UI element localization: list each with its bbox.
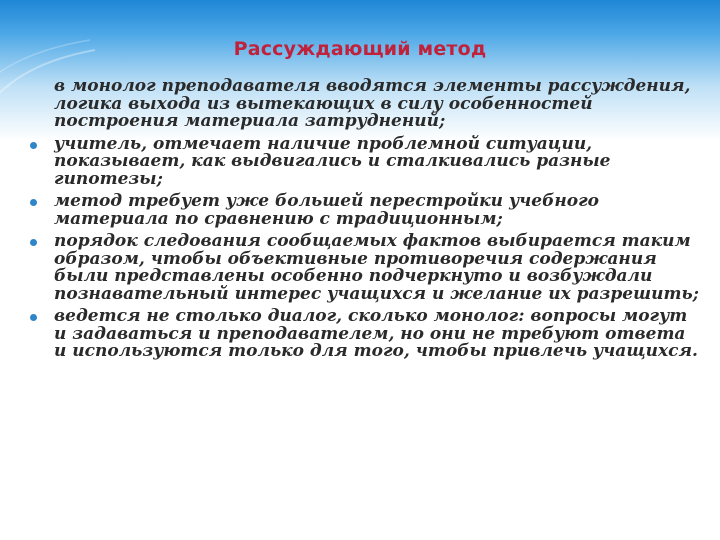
slide-title: Рассуждающий метод [233, 38, 487, 60]
bullet-icon [30, 199, 37, 206]
bullet-icon [30, 314, 37, 321]
list-item-text: порядок следования сообщаемых фактов выбирается таким образом, чтобы объективные противоречия содержания были представлены особенно подчеркнуто и возбуждали познавательный интерес учащихся и желание их разрешить; [54, 231, 699, 304]
list-item [30, 193, 700, 228]
bullet-icon [30, 239, 37, 246]
bullet-list [30, 78, 700, 361]
list-item-text: ведется не столько диалог, сколько монолог: вопросы могут и задаваться и преподавателем, но они не требуют ответа и используются только для того, чтобы привлечь учащихся. [54, 306, 698, 361]
bullet-icon [30, 142, 37, 149]
list-item-text: в монолог преподавателя вводятся элементы рассуждения, логика выхода из вытекающих в силу особенностей построения материала затруднений; [54, 76, 691, 131]
list-item [30, 78, 700, 131]
list-item [30, 133, 700, 189]
list-item [30, 233, 700, 303]
list-item-text: учитель, отмечает наличие проблемной ситуации, показывает, как выдвигались и сталкивались разные гипотезы; [54, 133, 611, 189]
list-item-text: метод требует уже большей перестройки учебного материала по сравнению с традиционным; [54, 191, 599, 229]
list-item [30, 308, 700, 361]
